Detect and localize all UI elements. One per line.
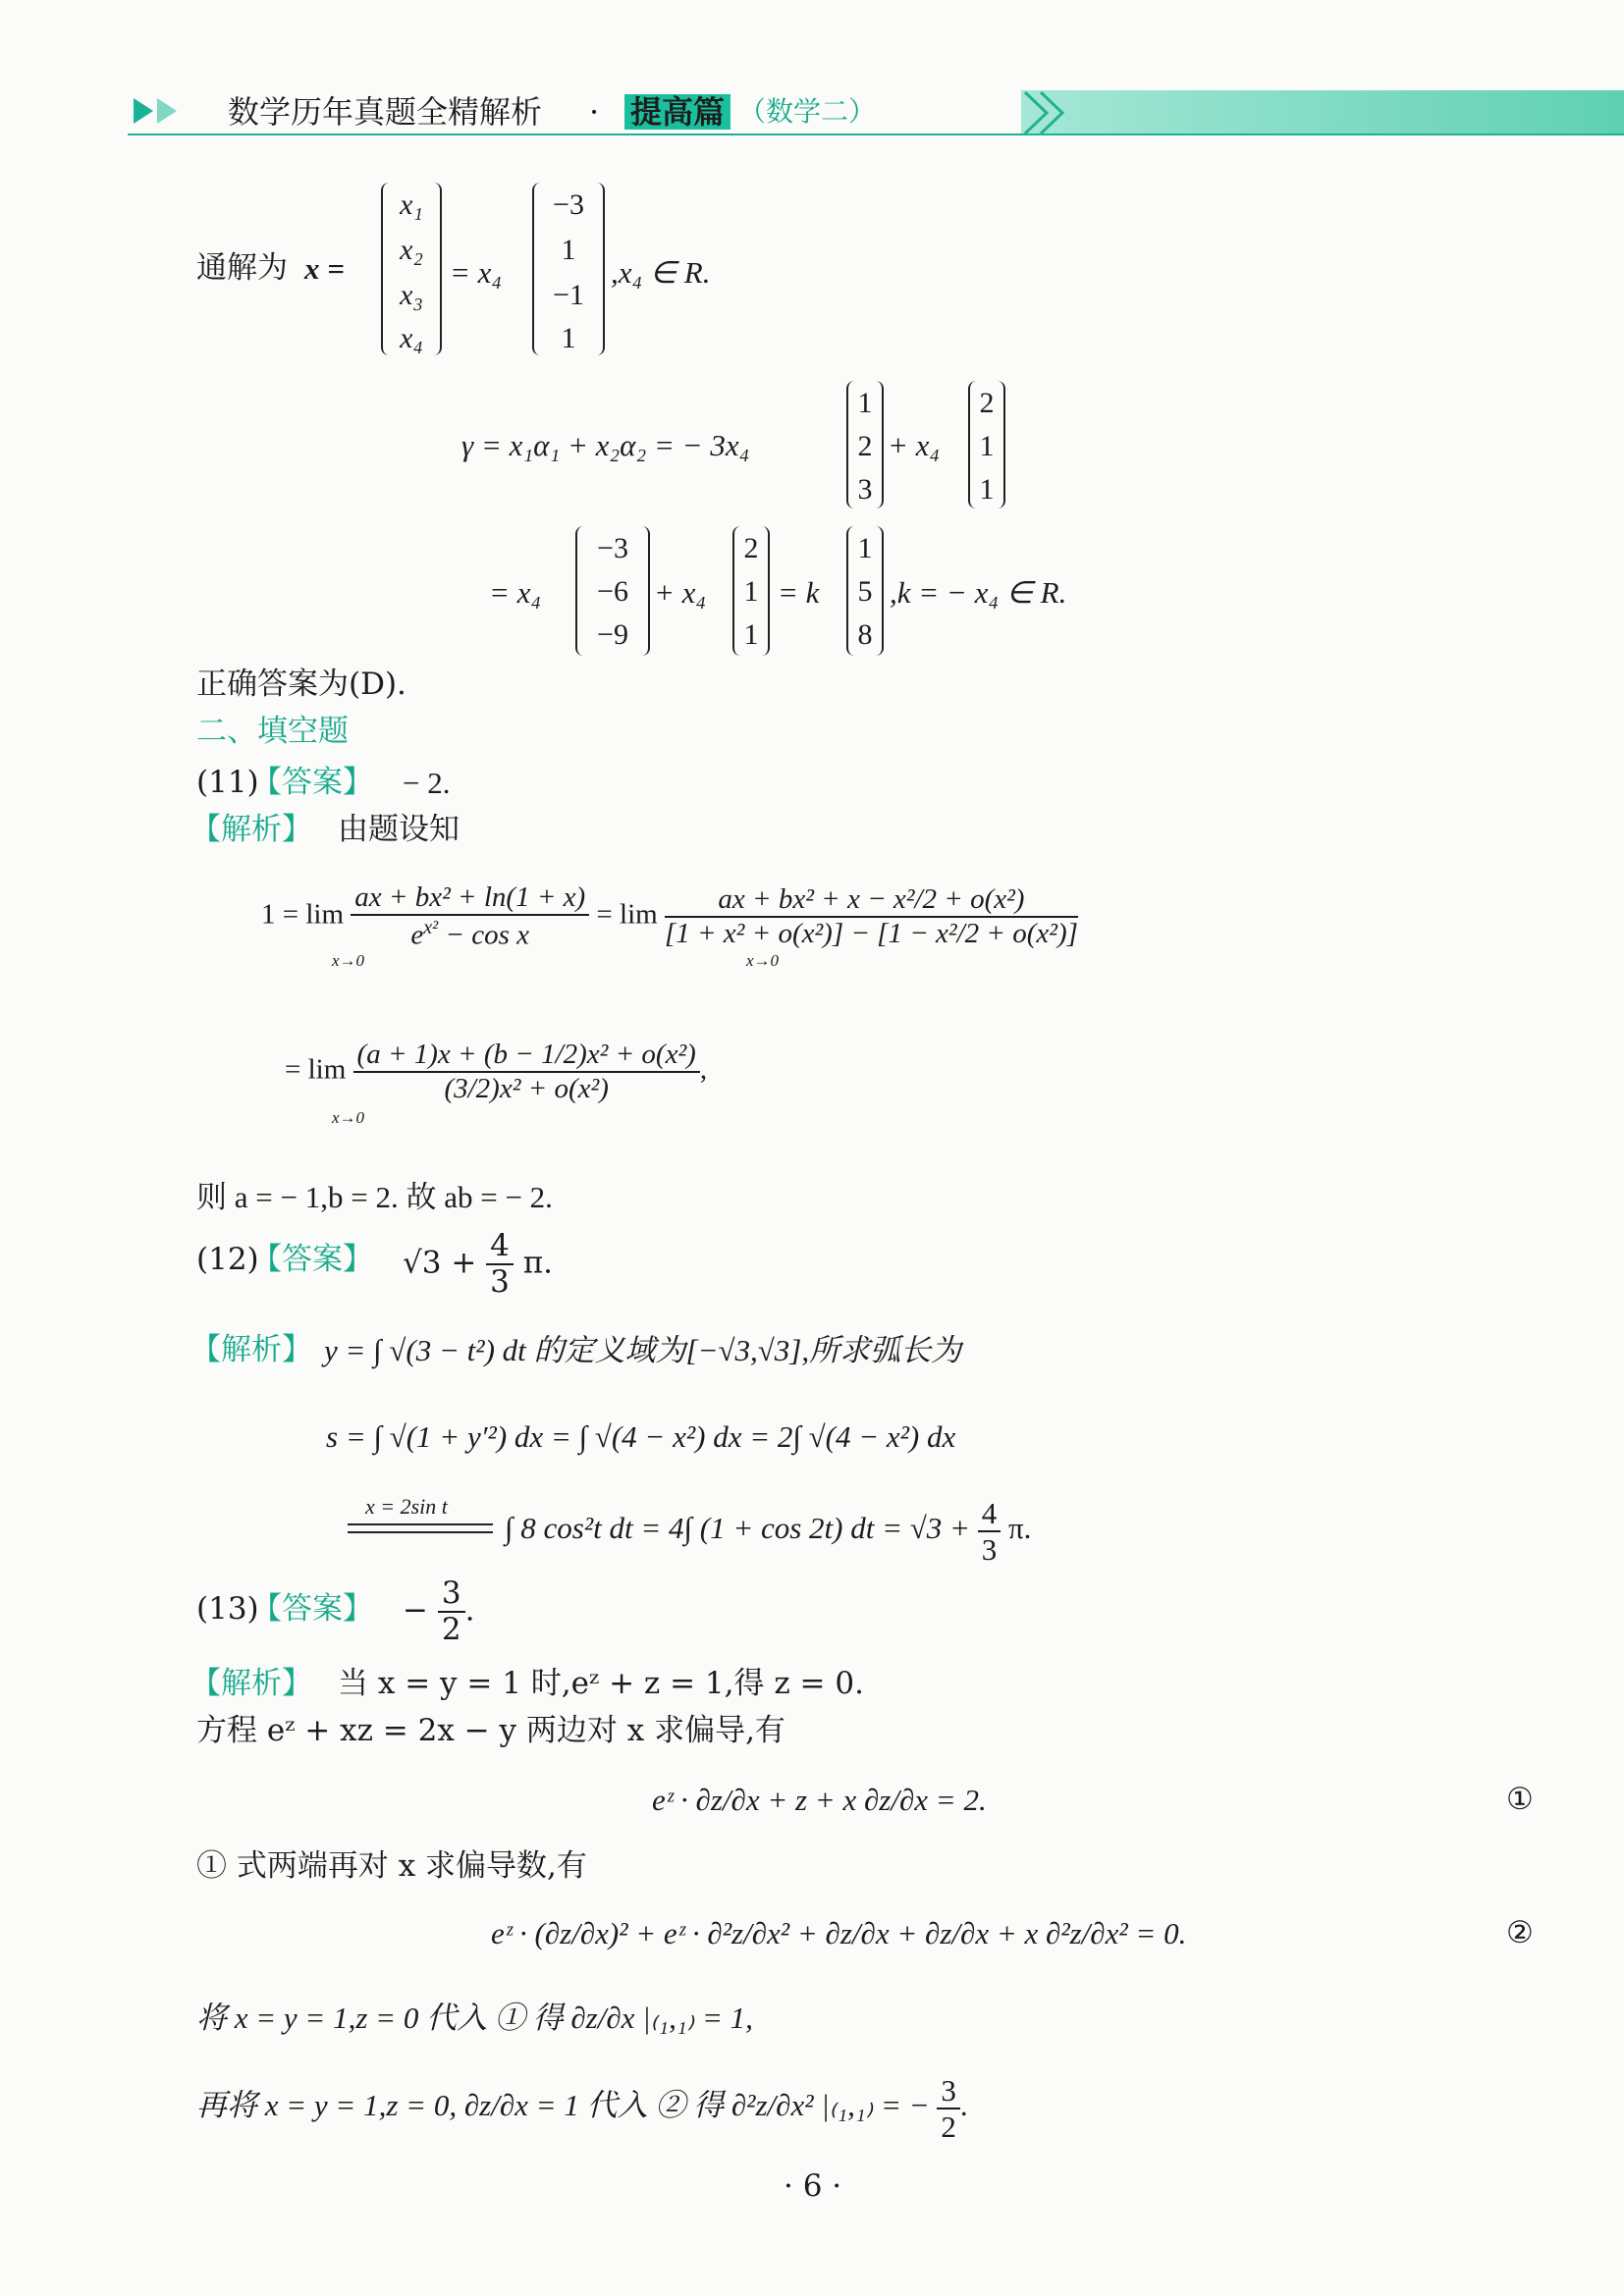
q13-mark1: ① — [1506, 1782, 1534, 1817]
q13-line7-num: 3 — [937, 2075, 960, 2109]
q12-line3-num: 4 — [978, 1498, 1001, 1532]
v2-entry: 1 — [979, 473, 995, 506]
k-definition: ,k = − x₄ ∈ R. — [890, 575, 1067, 610]
v2-entry: 1 — [979, 430, 995, 462]
q12-line3 — [505, 1498, 1031, 1565]
q13-line7: 再将 x = y = 1,z = 0, ∂z/∂x = 1 代入 ② 得 ∂²z/∂x² |₍₁,₁₎ = − $\frac{3}{2}$ . — [196, 2073, 968, 2144]
q12-answer-pi: π. — [522, 1245, 553, 1281]
q12-answer-part: √3 + — [403, 1245, 477, 1281]
q13-answer-sign: − — [403, 1592, 428, 1629]
q12-line1: y = ∫ √(3 − t²) dt 的定义域为[−√3,√3],所求弧长为 — [324, 1333, 962, 1367]
header-chevron-icon — [1021, 90, 1090, 139]
q13-eq2: eᶻ · (∂z/∂x)² + eᶻ · ∂²z/∂x² + ∂z/∂x + ∂z/∂x + x ∂²z/∂x² = 0. — [491, 1916, 1187, 1950]
q12-number: (12) — [196, 1242, 259, 1277]
coeff-entry: −3 — [553, 188, 584, 221]
v5-entry: 8 — [857, 618, 873, 651]
q13-line4: ① 式两端再对 x 求偏导数,有 — [196, 1848, 587, 1884]
x-entry: x₁ — [400, 188, 423, 221]
header-dot: · — [589, 93, 600, 131]
q13-answer-tag: 【答案】 — [251, 1591, 373, 1627]
v1-entry: 2 — [857, 430, 873, 462]
q11-limit-line2: = lim $\frac{\text{(a + 1)x + (b − 1/2)x² + o(x²)}}{\text{(3/2)x² + o(x²)}}$ , — [285, 1039, 708, 1104]
x-vector — [381, 183, 442, 355]
q13-eq1: eᶻ · ∂z/∂x + z + x ∂z/∂x = 2. — [652, 1783, 987, 1817]
eq-k: = k — [778, 575, 820, 610]
q12-analysis-tag: 【解析】 — [190, 1332, 312, 1367]
x-entry: x₃ — [400, 279, 423, 311]
q12-line3-den: 3 — [981, 1532, 998, 1567]
v4-entry: 1 — [743, 618, 759, 651]
page-number: · 6 · — [784, 2168, 842, 2204]
q11-answer: − 2. — [403, 766, 451, 800]
q12-answer-num: 4 — [486, 1231, 514, 1265]
q12-answer — [403, 1228, 553, 1300]
gamma-lhs: γ = x₁α₁ + x₂α₂ = − 3x₄ — [461, 428, 750, 462]
v5-entry: 1 — [857, 532, 873, 564]
section-fill-blank: 二、填空题 — [196, 714, 349, 749]
v1-entry: 1 — [857, 387, 873, 419]
lim-subscript: x→0 — [746, 951, 780, 970]
q11-number: (11) — [196, 765, 259, 800]
x4-domain: ,x₄ ∈ R. — [611, 255, 711, 290]
coeff-entry: 1 — [561, 322, 576, 354]
q13-analysis-tag: 【解析】 — [190, 1666, 312, 1701]
v4-entry: 1 — [743, 575, 759, 608]
q12-line3-text: ∫ 8 cos²t dt = 4∫ (1 + cos 2t) dt = √3 + — [505, 1511, 970, 1546]
eq-x4-2: = x₄ — [489, 575, 542, 610]
v4-entry: 2 — [743, 532, 759, 564]
x-symbol: x = — [304, 251, 345, 286]
v1-entry: 3 — [857, 473, 873, 506]
v3-entry: −6 — [597, 575, 628, 608]
lim-subscript: x→0 — [332, 951, 365, 970]
x-entry: x₄ — [400, 322, 423, 354]
header-title: 数学历年真题全精解析 — [228, 93, 543, 131]
header-sub: （数学二） — [738, 95, 877, 128]
coeff-vector — [532, 183, 605, 355]
eq-x4: = x₄ — [450, 255, 503, 290]
x-entry: x₂ — [400, 234, 423, 266]
vector-v3 — [575, 526, 650, 656]
header-band — [1021, 90, 1624, 135]
q13-number: (13) — [196, 1591, 259, 1627]
v2-entry: 2 — [979, 387, 995, 419]
q12-answer-tag: 【答案】 — [251, 1242, 373, 1277]
plus-x4: + x₄ — [888, 428, 941, 462]
q12-line2: s = ∫ √(1 + y′²) dx = ∫ √(4 − x²) dx = 2∫ √(4 − x²) dx — [326, 1419, 956, 1454]
q13-answer-num: 3 — [438, 1578, 465, 1613]
q13-mark2: ② — [1506, 1915, 1534, 1950]
vector-v5 — [846, 526, 884, 656]
q12-answer-den: 3 — [490, 1264, 510, 1300]
q12-line3-pi: π. — [1007, 1511, 1032, 1546]
vector-v2 — [968, 381, 1005, 508]
q12-substitution: x = 2sin t — [365, 1494, 448, 1519]
q13-line7-den: 2 — [941, 2109, 956, 2144]
v3-entry: −9 — [597, 618, 628, 651]
q13-answer: − $\frac{3}{2}$ . — [403, 1575, 475, 1647]
q11-limit-line1: 1 = lim $\frac{\text{ax + bx² + ln(1 + x)}}{e^{x^2} - \cos x}$ = lim $\frac{\text{ax + bx² + x − x²/2 + o(x²)}}{\text{[1 + x² + o(x²)] − [1 − x²/2 + o(x²)]}}$ — [261, 881, 1078, 951]
header-rule — [128, 133, 1624, 135]
plus-x4-2: + x₄ — [654, 575, 707, 610]
q11-conclusion: 则 a = − 1,b = 2. 故 ab = − 2. — [196, 1180, 553, 1214]
header-highlight: 提高篇 — [624, 94, 731, 130]
q11-intro: 由题设知 — [338, 812, 460, 847]
q12-double-rule — [348, 1523, 493, 1533]
general-solution-label: 通解为 — [196, 250, 288, 286]
v5-entry: 5 — [857, 575, 873, 608]
q13-line7-text: 再将 x = y = 1,z = 0, ∂z/∂x = 1 代入 ② 得 ∂²z/∂x² |₍₁,₁₎ = − — [196, 2088, 930, 2123]
header-arrow-icon — [130, 94, 189, 132]
answer-d: 正确答案为(D). — [196, 667, 406, 702]
vector-v4 — [732, 526, 770, 656]
coeff-entry: −1 — [553, 279, 584, 311]
coeff-entry: 1 — [561, 234, 576, 266]
q13-line2: 方程 eᶻ + xz = 2x − y 两边对 x 求偏导,有 — [196, 1713, 785, 1748]
vector-v1 — [846, 381, 884, 508]
q11-answer-tag: 【答案】 — [251, 765, 373, 800]
q11-analysis-tag: 【解析】 — [190, 812, 312, 847]
q13-intro: 当 x = y = 1 时,eᶻ + z = 1,得 z = 0. — [338, 1666, 864, 1701]
lim-subscript: x→0 — [332, 1108, 365, 1127]
v3-entry: −3 — [597, 532, 628, 564]
q13-line6: 将 x = y = 1,z = 0 代入 ① 得 ∂z/∂x |₍₁,₁₎ = 1, — [196, 2001, 753, 2035]
q13-answer-den: 2 — [441, 1612, 461, 1647]
